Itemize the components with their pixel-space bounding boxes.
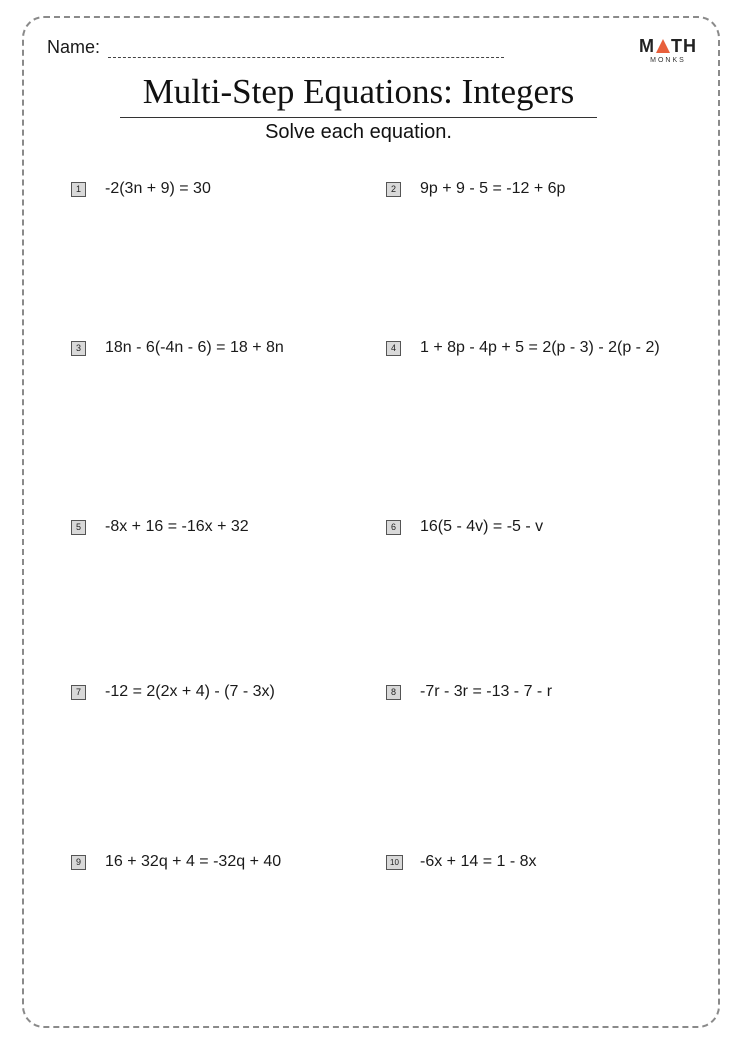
problem-9 — [71, 852, 281, 872]
problem-number: 2 — [386, 182, 401, 197]
problem-6 — [386, 517, 543, 537]
problem-4 — [386, 338, 660, 358]
problem-8 — [386, 682, 552, 702]
page-title: Multi-Step Equations: Integers — [142, 72, 575, 111]
problem-number: 6 — [386, 520, 401, 535]
instructions: Solve each equation. — [265, 121, 452, 143]
logo-subtext: MONKS — [650, 57, 686, 64]
equation: 16(5 - 4v) = -5 - v — [420, 518, 544, 535]
equation: 1 + 8p - 4p + 5 = 2(p - 3) - 2(p - 2) — [420, 339, 660, 356]
name-field[interactable] — [108, 41, 504, 58]
equation: 9p + 9 - 5 = -12 + 6p — [420, 180, 566, 197]
problem-5 — [71, 517, 249, 537]
problem-number: 7 — [71, 685, 86, 700]
equation: -12 = 2(2x + 4) - (7 - 3x) — [105, 683, 275, 700]
problem-3 — [71, 338, 284, 358]
equation: -8x + 16 = -16x + 32 — [105, 518, 249, 535]
logo-wordmark — [638, 37, 698, 55]
equation: -2(3n + 9) = 30 — [105, 180, 211, 197]
problem-number: 10 — [386, 855, 403, 870]
equation: 18n - 6(-4n - 6) = 18 + 8n — [105, 339, 284, 356]
problem-number: 3 — [71, 341, 86, 356]
problem-10 — [386, 852, 537, 872]
problem-number: 4 — [386, 341, 401, 356]
equation: 16 + 32q + 4 = -32q + 40 — [105, 853, 282, 870]
logo-letter-m: M — [639, 36, 655, 56]
problem-number: 9 — [71, 855, 86, 870]
math-monks-logo — [638, 37, 698, 65]
logo-letters-th: TH — [671, 36, 697, 56]
problem-2 — [386, 179, 565, 199]
equation: -6x + 14 = 1 - 8x — [420, 853, 537, 870]
problem-number: 1 — [71, 182, 86, 197]
triangle-icon — [656, 39, 670, 53]
equation: -7r - 3r = -13 - 7 - r — [420, 683, 553, 700]
problem-number: 8 — [386, 685, 401, 700]
name-row — [47, 36, 504, 58]
problem-1 — [71, 179, 211, 199]
title-underline — [120, 117, 597, 118]
problem-number: 5 — [71, 520, 86, 535]
problem-7 — [71, 682, 275, 702]
name-label: Name: — [47, 37, 101, 57]
